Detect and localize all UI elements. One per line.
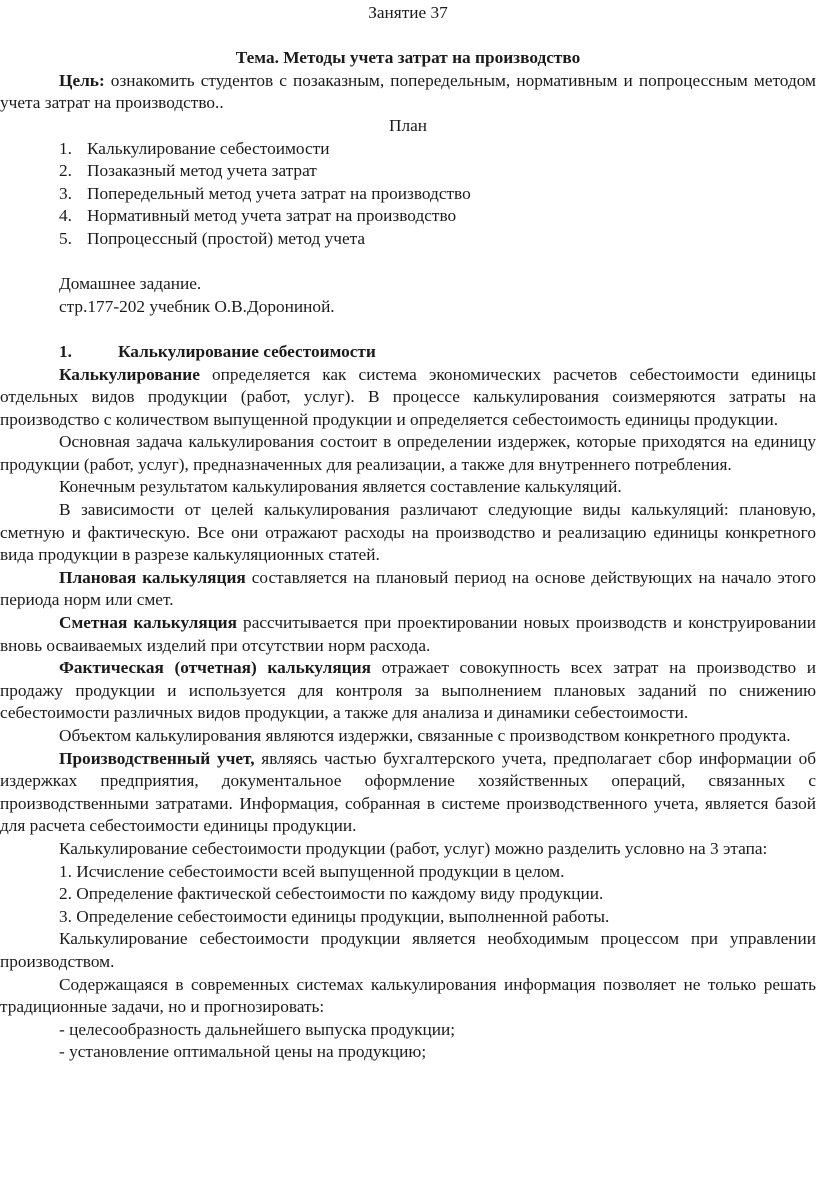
- section-heading: 1. Калькулирование себестоимости: [59, 341, 376, 361]
- spacer: [0, 25, 816, 48]
- paragraph: Сметная калькуляция рассчитывается при проектировании новых производств и конструировании вновь осваиваемых изделий при отсутствии норм расхода.: [0, 613, 816, 655]
- plan-title: План: [388, 115, 428, 135]
- paragraph: Производственный учет, являясь частью бухгалтерского учета, предполагает сбор информации об издержках предприятия, документальное оформление хозяйственных операций, связанных с производственными затратами. Информация, собранная в системе производственного учета, является базой для расчета себестоимости единицы продукции.: [0, 748, 816, 836]
- bullet-item: - установление оптимальной цены на продукцию;: [59, 1042, 427, 1062]
- paragraph: Конечным результатом калькулирования является составление калькуляций.: [59, 477, 622, 497]
- homework-text: стр.177-202 учебник О.В.Дорониной.: [59, 296, 335, 316]
- stage-item: 2. Определение фактической себестоимости по каждому виду продукции.: [59, 884, 604, 904]
- plan-item: 3. Попередельный метод учета затрат на производство: [59, 183, 471, 203]
- paragraph: Объектом калькулирования являются издержки, связанные с производством конкретного продукта.: [59, 726, 791, 745]
- paragraph: В зависимости от целей калькулирования различают следующие виды калькуляций: плановую, сметную и фактическую. Все они отражают расходы на производство и реализацию единицы конкретного вида продукции в разрезе калькуляционных статей.: [0, 500, 816, 565]
- stage-item: 3. Определение себестоимости единицы продукции, выполненной работы.: [59, 906, 610, 926]
- plan-item: 5. Попроцессный (простой) метод учета: [59, 228, 366, 248]
- paragraph: Основная задача калькулирования состоит в определении издержек, которые приходятся на единицу продукции (работ, услуг), предназначенных для реализации, а также для внутреннего потребления.: [0, 432, 816, 474]
- spacer: [0, 318, 816, 341]
- paragraph: Калькулирование себестоимости продукции является необходимым процессом при управлении производством.: [0, 929, 816, 971]
- topic-title: Тема. Методы учета затрат на производство: [235, 48, 581, 68]
- lesson-number: Занятие 37: [368, 3, 448, 22]
- paragraph: Калькулирование себестоимости продукции (работ, услуг) можно разделить условно на 3 этапа:: [59, 838, 768, 858]
- paragraph: Калькулирование определяется как система экономических расчетов себестоимости единицы отдельных видов продукции (работ, услуг). В процессе калькулирования соизмеряются затраты на производство с количеством выпущенной продукции и определяется себестоимость единицы продукции.: [0, 364, 816, 429]
- goal-label: Цель:: [59, 70, 105, 90]
- plan-item: 2. Позаказный метод учета затрат: [59, 161, 317, 181]
- stage-item: 1. Исчисление себестоимости всей выпущенной продукции в целом.: [59, 861, 565, 881]
- document-body: [0, 2, 816, 1064]
- paragraph: Фактическая (отчетная) калькуляция отражает совокупность всех затрат на производство и продажу продукции и используется для контроля за выполнением плановых заданий по снижению себестоимости различных видов продукции, а также для анализа и динамики себестоимости.: [0, 658, 816, 723]
- paragraph: Плановая калькуляция составляется на плановый период на основе действующих на начало этого периода норм или смет.: [0, 567, 816, 610]
- plan-list: [0, 138, 816, 251]
- goal-paragraph: [0, 70, 816, 115]
- plan-item: 4. Нормативный метод учета затрат на производство: [59, 206, 457, 226]
- paragraph: Содержащаяся в современных системах калькулирования информация позволяет не только решать традиционные задачи, но и прогнозировать:: [0, 974, 816, 1017]
- goal-text: ознакомить студентов с позаказным, попередельным, нормативным и попроцессным методом учета затрат на производство..: [0, 70, 816, 113]
- spacer: [0, 251, 816, 274]
- plan-item: 1. Калькулирование себестоимости: [59, 138, 330, 158]
- homework-label: Домашнее задание.: [59, 274, 202, 294]
- bullet-item: - целесообразность дальнейшего выпуска продукции;: [59, 1019, 456, 1039]
